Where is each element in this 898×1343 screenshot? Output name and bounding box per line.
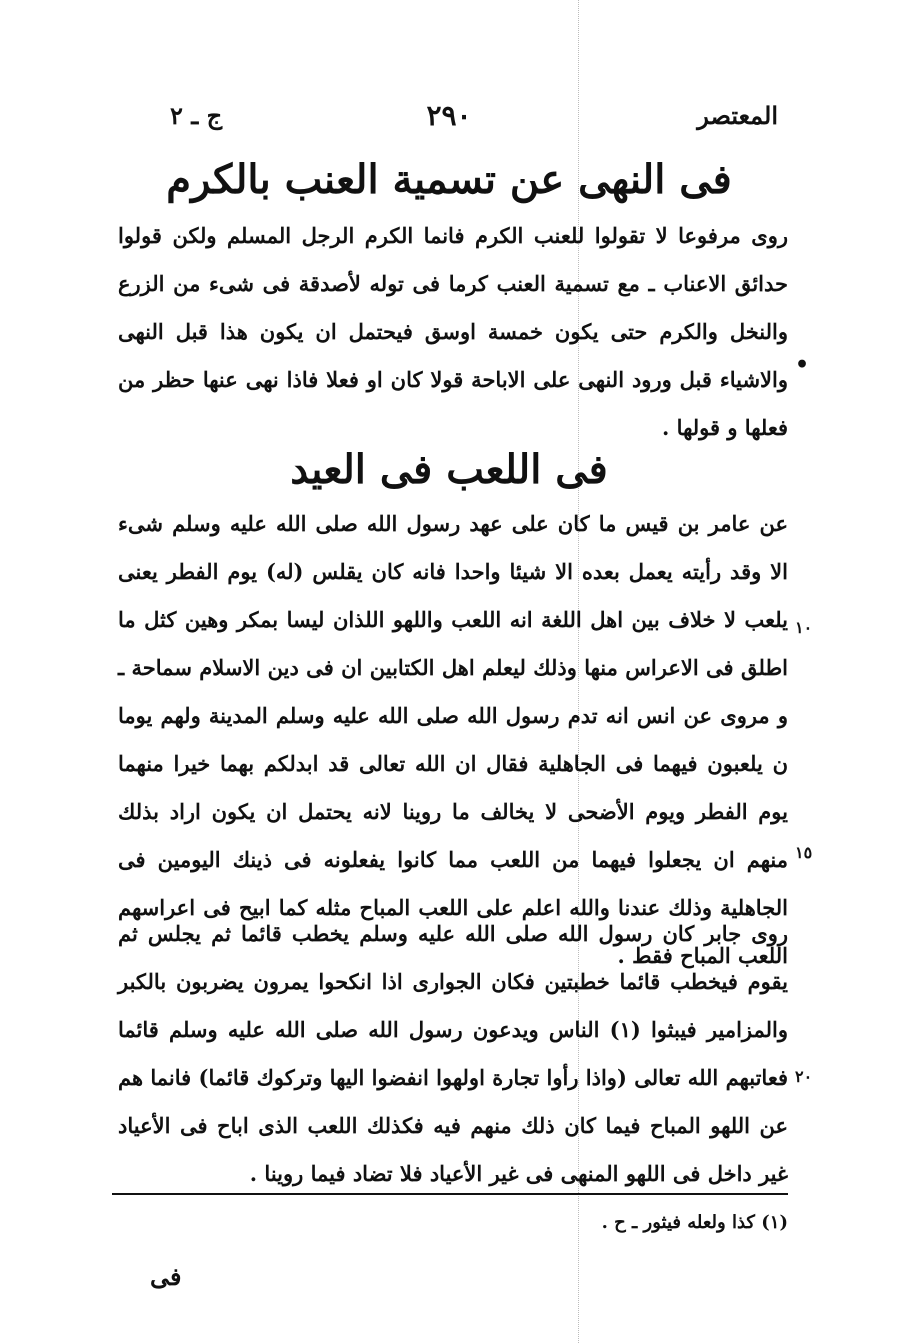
line-number-15: ١٥ bbox=[795, 843, 813, 862]
footnote: (١) كذا ولعله فيثور ـ ح . bbox=[601, 1212, 788, 1233]
line-number-20: ٢٠ bbox=[795, 1067, 813, 1086]
margin-dot-marker: • bbox=[795, 352, 810, 378]
page-number: ٢٩٠ bbox=[426, 99, 472, 132]
catchword: فى bbox=[150, 1262, 182, 1291]
page-header bbox=[120, 96, 778, 136]
section-heading-karm: فى النهى عن تسمية العنب بالكرم bbox=[166, 156, 732, 203]
line-number-10: ١٠ bbox=[795, 618, 813, 637]
paragraph-eid: عن عامر بن قيس ما كان على عهد رسول الله صلى الله عليه وسلم شىء الا وقد رأيته يعمل بعده الا شيئا واحدا فانه كان يقلس (له) يوم الفطر يعنى يلعب لا خلاف بين اهل اللغة انه اللعب واللهو اللذان ليسا بمكر وهين كثل ما اطلق فى الاعراس منها وذلك ليعلم اهل الكتابين ان فى دين الاسلام سماحة ـ و مروى عن انس انه تدم رسول الله صلى الله عليه وسلم المدينة ولهم يوما ن يلعبون فيهما فى الجاهلية فقال ان الله تعالى قد ابدلكم بهما خيرا منهما يوم الفطر ويوم الأضحى لا يخالف ما روينا لانه يحتمل ان يكون اراد بذلك منهم ان يجعلوا فيهما من اللعب مما كانوا يفعلونه فى ذينك اليومين فى الجاهلية وذلك عندنا والله اعلم على اللعب المباح مثله كما ابيح فى اعراسهم اللعب المباح فقط . bbox=[118, 511, 788, 968]
paragraph-karm: روى مرفوعا لا تقولوا للعنب الكرم فانما الكرم الرجل المسلم ولكن قولوا حدائق الاعناب ـ مع تسمية العنب كرما فى توله لأصدقة فى شىء من الزرع والنخل والكرم حتى يكون خمسة اوسق فيحتمل ان يكون هذا قبل النهى والاشياء قبل ورود النهى على الاباحة قولا كان او فعلا فاذا نهى عنها حظر من فعلها و قولها . bbox=[118, 223, 788, 440]
book-title: المعتصر bbox=[697, 101, 778, 130]
volume-label: ج ـ ٢ bbox=[170, 101, 223, 130]
section-heading-eid: فى اللعب فى العيد bbox=[290, 446, 608, 493]
footnote-divider bbox=[112, 1193, 788, 1195]
paragraph-jabir: روى جابر كان رسول الله صلى الله عليه وسلم يخطب قائما ثم يجلس ثم يقوم فيخطب قائما خطبتين فكان الجوارى اذا انكحوا يمرون يضربون بالكبر والمزامير فيبثوا (١) الناس ويدعون رسول الله صلى الله عليه وسلم قائما فعاتبهم الله تعالى (واذا رأوا تجارة اولهوا انفضوا اليها وتركوك قائما) فانما هم عن اللهو المباح فيما كان ذلك منهم فيه فكذلك اللعب الذى اباح فى الأعياد غير داخل فى اللهو المنهى فى غير الأعياد فلا تضاد فيما روينا . bbox=[118, 921, 788, 1186]
